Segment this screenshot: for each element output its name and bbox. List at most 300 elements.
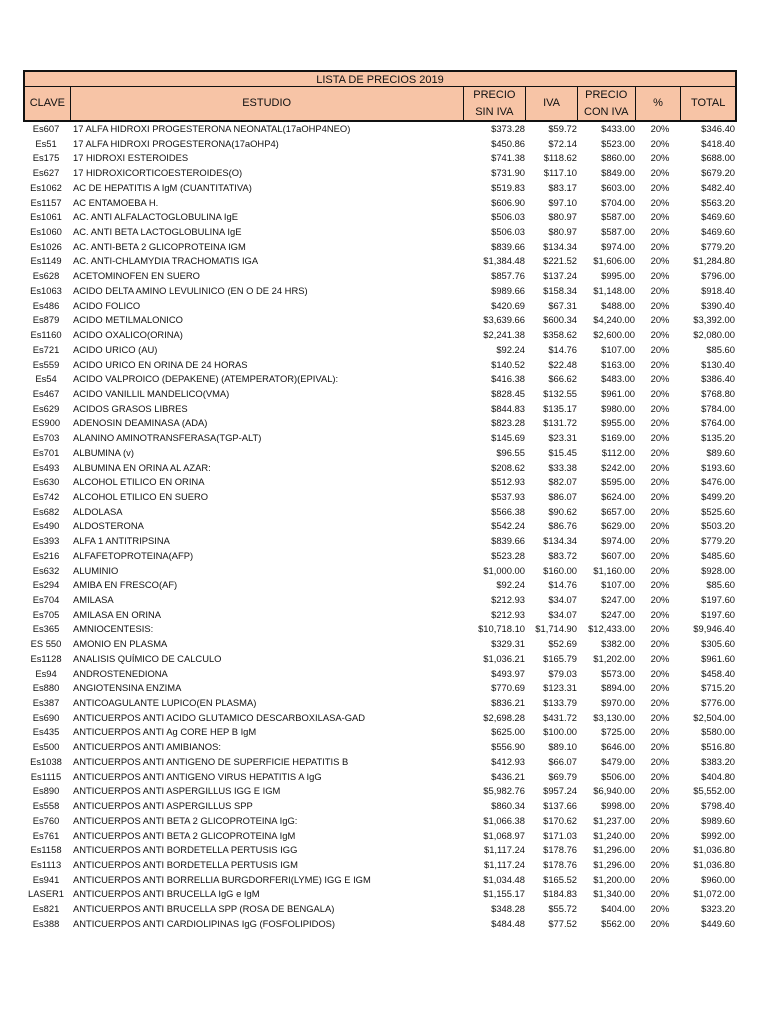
cell-precio-con-iva: $2,600.00 (593, 329, 635, 341)
cell-precio-sin-iva: $348.28 (491, 903, 525, 915)
cell-total: $1,072.00 (693, 888, 735, 900)
cell-precio-con-iva: $247.00 (601, 594, 635, 605)
cell-percent: 20% (650, 741, 670, 753)
cell-clave: ES 550 (30, 638, 62, 650)
cell-percent: 20% (650, 608, 670, 620)
cell-precio-con-iva: $860.00 (601, 152, 635, 164)
cell-total: $323.20 (701, 903, 735, 915)
cell-clave: Es94 (35, 667, 57, 679)
table-row (23, 240, 737, 255)
cell-estudio: ANTICUERPOS ANTI BRUCELLA SPP (ROSA DE BENGALA) (73, 903, 335, 915)
cell-clave: Es486 (32, 299, 60, 311)
cell-estudio: ALDOSTERONA (73, 520, 144, 532)
cell-clave: Es628 (32, 270, 60, 282)
cell-clave: Es1128 (30, 652, 62, 664)
cell-precio-con-iva: $1,148.00 (593, 284, 635, 296)
cell-total: $796.00 (701, 270, 735, 282)
cell-total: $346.40 (701, 123, 735, 134)
cell-precio-con-iva: $970.00 (601, 697, 635, 709)
header-estudio: ESTUDIO (71, 87, 464, 120)
cell-percent: 20% (650, 461, 670, 473)
cell-precio-con-iva: $242.00 (601, 461, 635, 473)
cell-estudio: AMIBA EN FRESCO(AF) (73, 579, 178, 591)
cell-total: $503.20 (701, 520, 735, 532)
cell-percent: 20% (650, 800, 670, 812)
cell-percent: 20% (650, 594, 670, 605)
cell-percent: 20% (650, 873, 670, 885)
cell-total: $1,036.80 (693, 858, 735, 870)
cell-clave: Es629 (32, 402, 60, 414)
cell-total: $960.00 (701, 873, 735, 885)
cell-iva: $160.00 (543, 564, 577, 576)
cell-percent: 20% (650, 417, 670, 429)
cell-iva: $34.07 (548, 608, 577, 620)
table-row (23, 225, 737, 240)
cell-clave: Es941 (32, 873, 60, 885)
cell-precio-sin-iva: $329.31 (491, 638, 525, 650)
cell-precio-sin-iva: $1,068.97 (483, 829, 525, 841)
cell-iva: $123.31 (543, 682, 577, 694)
cell-clave: Es1063 (30, 284, 62, 296)
cell-iva: $82.07 (548, 476, 577, 488)
cell-iva: $957.24 (543, 785, 577, 797)
cell-estudio: ALBUMINA EN ORINA AL AZAR: (73, 461, 211, 473)
cell-precio-sin-iva: $140.52 (491, 358, 525, 370)
cell-iva: $15.45 (548, 446, 577, 458)
cell-precio-sin-iva: $844.83 (491, 402, 525, 414)
cell-precio-sin-iva: $523.28 (491, 549, 525, 561)
cell-total: $525.60 (701, 505, 735, 517)
table-row (23, 637, 737, 652)
cell-precio-con-iva: $974.00 (601, 535, 635, 547)
cell-iva: $165.79 (543, 652, 577, 664)
cell-precio-con-iva: $107.00 (601, 343, 635, 355)
cell-clave: Es705 (32, 608, 60, 620)
cell-iva: $135.17 (543, 402, 577, 414)
cell-iva: $431.72 (543, 711, 577, 723)
table-row (23, 446, 737, 461)
table-row (23, 770, 737, 785)
cell-precio-con-iva: $404.00 (601, 903, 635, 915)
cell-total: $89.60 (706, 446, 735, 458)
cell-percent: 20% (650, 181, 670, 193)
cell-precio-sin-iva: $1,117.24 (483, 844, 525, 856)
cell-total: $197.60 (701, 594, 735, 605)
cell-estudio: ALFAFETOPROTEINA(AFP) (73, 549, 194, 561)
cell-total: $715.20 (701, 682, 735, 694)
table-row (23, 402, 737, 417)
cell-precio-sin-iva: $3,639.66 (483, 314, 525, 326)
cell-estudio: ACIDO OXALICO(ORINA) (73, 329, 183, 341)
cell-percent: 20% (650, 343, 670, 355)
cell-iva: $137.66 (543, 800, 577, 812)
cell-clave: Es703 (32, 432, 60, 444)
cell-estudio: ALANINO AMINOTRANSFERASA(TGP-ALT) (73, 432, 262, 444)
cell-total: $764.00 (701, 417, 735, 429)
cell-precio-sin-iva: $839.66 (491, 535, 525, 547)
table-row (23, 755, 737, 770)
cell-clave: Es435 (32, 726, 60, 738)
cell-precio-sin-iva: $519.83 (491, 181, 525, 193)
cell-iva: $90.62 (548, 505, 577, 517)
cell-total: $482.40 (701, 181, 735, 193)
cell-precio-con-iva: $587.00 (601, 226, 635, 238)
cell-iva: $131.72 (543, 417, 577, 429)
cell-clave: Es890 (32, 785, 60, 797)
cell-iva: $184.83 (543, 888, 577, 900)
cell-clave: Es682 (32, 505, 60, 517)
cell-precio-con-iva: $998.00 (601, 800, 635, 812)
cell-precio-sin-iva: $731.90 (491, 167, 525, 179)
cell-precio-con-iva: $725.00 (601, 726, 635, 738)
cell-estudio: ANTICUERPOS ANTI ASPERGILLUS SPP (73, 800, 253, 812)
cell-estudio: ACIDO VANILLIL MANDELICO(VMA) (73, 387, 230, 399)
cell-percent: 20% (650, 402, 670, 414)
table-row (23, 622, 737, 637)
cell-iva: $69.79 (548, 770, 577, 782)
cell-percent: 20% (650, 535, 670, 547)
cell-total: $5,552.00 (693, 785, 735, 797)
table-row (23, 814, 737, 829)
cell-percent: 20% (650, 697, 670, 709)
header-percent: % (636, 87, 682, 120)
cell-estudio: ANTICUERPOS ANTI AMIBIANOS: (73, 741, 221, 753)
cell-precio-con-iva: $562.00 (601, 917, 635, 929)
cell-total: $928.00 (701, 564, 735, 576)
header-precio-con-iva: PRECIO CON IVA (578, 87, 636, 120)
cell-precio-sin-iva: $860.34 (491, 800, 525, 812)
header-clave: CLAVE (25, 87, 71, 120)
table-row (23, 519, 737, 534)
price-list-table (23, 70, 737, 932)
cell-precio-con-iva: $894.00 (601, 682, 635, 694)
cell-total: $418.40 (701, 137, 735, 149)
cell-estudio: AC. ANTI-CHLAMYDIA TRACHOMATIS IGA (73, 255, 259, 267)
cell-precio-sin-iva: $857.76 (491, 270, 525, 282)
table-row (23, 313, 737, 328)
cell-estudio: 17 ALFA HIDROXI PROGESTERONA NEONATAL(17aOHP4NEO) (73, 123, 351, 134)
cell-precio-con-iva: $629.00 (601, 520, 635, 532)
cell-clave: Es216 (32, 549, 60, 561)
cell-total: $499.20 (701, 490, 735, 502)
table-row (23, 608, 737, 623)
cell-precio-con-iva: $506.00 (601, 770, 635, 782)
table-row (23, 711, 737, 726)
cell-total: $516.80 (701, 741, 735, 753)
cell-clave: Es880 (32, 682, 60, 694)
cell-iva: $178.76 (543, 858, 577, 870)
table-row (23, 534, 737, 549)
cell-clave: Es294 (32, 579, 60, 591)
cell-iva: $89.10 (548, 741, 577, 753)
cell-precio-sin-iva: $606.90 (491, 196, 525, 208)
cell-precio-con-iva: $646.00 (601, 741, 635, 753)
cell-total: $135.20 (701, 432, 735, 444)
cell-clave: Es607 (32, 123, 60, 134)
cell-precio-con-iva: $1,200.00 (593, 873, 635, 885)
table-row (23, 740, 737, 755)
cell-total: $305.60 (701, 638, 735, 650)
cell-clave: Es701 (32, 446, 60, 458)
cell-iva: $170.62 (543, 814, 577, 826)
cell-clave: Es558 (32, 800, 60, 812)
table-row (23, 299, 737, 314)
cell-iva: $86.07 (548, 490, 577, 502)
cell-estudio: ALCOHOL ETILICO EN ORINA (73, 476, 205, 488)
cell-iva: $118.62 (543, 152, 577, 164)
table-row (23, 122, 737, 137)
cell-precio-sin-iva: $208.62 (491, 461, 525, 473)
cell-precio-sin-iva: $1,384.48 (483, 255, 525, 267)
cell-estudio: AC. ANTI BETA LACTOGLOBULINA IgE (73, 226, 242, 238)
cell-precio-sin-iva: $212.93 (491, 594, 525, 605)
cell-precio-con-iva: $704.00 (601, 196, 635, 208)
cell-estudio: ANDROSTENEDIONA (73, 667, 168, 679)
cell-clave: Es1061 (30, 211, 62, 223)
table-row (23, 210, 737, 225)
cell-clave: Es51 (35, 137, 57, 149)
table-row (23, 696, 737, 711)
cell-precio-sin-iva: $537.93 (491, 490, 525, 502)
cell-iva: $358.62 (543, 329, 577, 341)
cell-total: $2,080.00 (693, 329, 735, 341)
cell-percent: 20% (650, 373, 670, 385)
cell-estudio: ACIDO VALPROICO (DEPAKENE) (ATEMPERATOR)(EPIVAL): (73, 373, 339, 385)
table-row (23, 181, 737, 196)
cell-total: $197.60 (701, 608, 735, 620)
cell-precio-con-iva: $433.00 (601, 123, 635, 134)
cell-precio-sin-iva: $1,034.48 (483, 873, 525, 885)
cell-percent: 20% (650, 667, 670, 679)
cell-precio-sin-iva: $506.03 (491, 226, 525, 238)
cell-iva: $66.62 (548, 373, 577, 385)
cell-iva: $14.76 (548, 579, 577, 591)
cell-iva: $117.10 (543, 167, 577, 179)
table-row (23, 431, 737, 446)
cell-iva: $79.03 (548, 667, 577, 679)
cell-clave: Es761 (32, 829, 60, 841)
cell-total: $390.40 (701, 299, 735, 311)
cell-estudio: ACIDO DELTA AMINO LEVULINICO (EN O DE 24 HRS) (73, 284, 308, 296)
table-row (23, 784, 737, 799)
cell-precio-sin-iva: $1,036.21 (483, 652, 525, 664)
cell-clave: Es632 (32, 564, 60, 576)
table-row (23, 829, 737, 844)
cell-precio-sin-iva: $2,241.38 (483, 329, 525, 341)
cell-iva: $165.52 (543, 873, 577, 885)
cell-percent: 20% (650, 196, 670, 208)
cell-precio-con-iva: $657.00 (601, 505, 635, 517)
cell-percent: 20% (650, 358, 670, 370)
table-row (23, 887, 737, 902)
cell-iva: $80.97 (548, 211, 577, 223)
cell-precio-con-iva: $169.00 (601, 432, 635, 444)
cell-percent: 20% (650, 814, 670, 826)
cell-estudio: ANTICUERPOS ANTI ANTIGENO VIRUS HEPATITIS A IgG (73, 770, 322, 782)
cell-precio-sin-iva: $770.69 (491, 682, 525, 694)
table-row (23, 358, 737, 373)
cell-precio-sin-iva: $373.28 (491, 123, 525, 134)
cell-estudio: AC. ANTI-BETA 2 GLICOPROTEINA IGM (73, 240, 246, 252)
cell-percent: 20% (650, 888, 670, 900)
cell-precio-con-iva: $1,240.00 (593, 829, 635, 841)
cell-percent: 20% (650, 652, 670, 664)
cell-iva: $137.24 (543, 270, 577, 282)
cell-precio-con-iva: $247.00 (601, 608, 635, 620)
cell-total: $798.40 (701, 800, 735, 812)
cell-estudio: ANTICUERPOS ANTI BORRELLIA BURGDORFERI(LYME) IGG E IGM (73, 873, 371, 885)
cell-estudio: 17 ALFA HIDROXI PROGESTERONA(17aOHP4) (73, 137, 279, 149)
cell-precio-sin-iva: $96.55 (496, 446, 525, 458)
cell-precio-con-iva: $1,202.00 (593, 652, 635, 664)
cell-estudio: 17 HIDROXICORTICOESTEROIDES(O) (73, 167, 243, 179)
table-row (23, 343, 737, 358)
cell-estudio: ACIDO URICO EN ORINA DE 24 HORAS (73, 358, 248, 370)
cell-estudio: AMONIO EN PLASMA (73, 638, 168, 650)
cell-percent: 20% (650, 152, 670, 164)
cell-clave: Es1157 (30, 196, 62, 208)
cell-clave: Es1062 (30, 181, 62, 193)
table-row (23, 799, 737, 814)
cell-percent: 20% (650, 549, 670, 561)
cell-precio-con-iva: $1,296.00 (593, 858, 635, 870)
table-row (23, 681, 737, 696)
cell-clave: Es630 (32, 476, 60, 488)
cell-precio-con-iva: $483.00 (601, 373, 635, 385)
cell-iva: $72.14 (548, 137, 577, 149)
cell-precio-sin-iva: $484.48 (491, 917, 525, 929)
cell-estudio: ACIDO URICO (AU) (73, 343, 158, 355)
cell-clave: Es1060 (30, 226, 62, 238)
cell-percent: 20% (650, 299, 670, 311)
cell-clave: Es54 (35, 373, 57, 385)
cell-clave: Es175 (32, 152, 60, 164)
cell-total: $476.00 (701, 476, 735, 488)
cell-percent: 20% (650, 579, 670, 591)
cell-precio-con-iva: $607.00 (601, 549, 635, 561)
table-row (23, 196, 737, 211)
cell-precio-sin-iva: $512.93 (491, 476, 525, 488)
cell-estudio: ALUMINIO (73, 564, 119, 576)
cell-precio-con-iva: $849.00 (601, 167, 635, 179)
cell-total: $85.60 (706, 343, 735, 355)
table-row (23, 505, 737, 520)
cell-percent: 20% (650, 726, 670, 738)
table-title: LISTA DE PRECIOS 2019 (23, 70, 737, 87)
cell-precio-sin-iva: $1,155.17 (483, 888, 525, 900)
table-row (23, 328, 737, 343)
cell-estudio: ANTICUERPOS ANTI BRUCELLA IgG e IgM (73, 888, 260, 900)
cell-estudio: 17 HIDROXI ESTEROIDES (73, 152, 189, 164)
cell-precio-sin-iva: $836.21 (491, 697, 525, 709)
cell-precio-con-iva: $163.00 (601, 358, 635, 370)
cell-precio-sin-iva: $420.69 (491, 299, 525, 311)
cell-percent: 20% (650, 623, 670, 635)
cell-clave: Es388 (32, 917, 60, 929)
cell-estudio: ANTICUERPOS ANTI Ag CORE HEP B IgM (73, 726, 257, 738)
cell-estudio: ALBUMINA (v) (73, 446, 134, 458)
cell-estudio: ANTICOAGULANTE LUPICO(EN PLASMA) (73, 697, 257, 709)
cell-iva: $34.07 (548, 594, 577, 605)
cell-estudio: ANALISIS QUÍMICO DE CALCULO (73, 652, 222, 664)
cell-percent: 20% (650, 785, 670, 797)
cell-percent: 20% (650, 123, 670, 134)
cell-estudio: ACIDOS GRASOS LIBRES (73, 402, 188, 414)
table-row (23, 873, 737, 888)
cell-clave: Es490 (32, 520, 60, 532)
cell-total: $458.40 (701, 667, 735, 679)
cell-iva: $23.31 (548, 432, 577, 444)
cell-total: $779.20 (701, 240, 735, 252)
cell-precio-con-iva: $1,160.00 (593, 564, 635, 576)
cell-percent: 20% (650, 284, 670, 296)
cell-precio-sin-iva: $542.24 (491, 520, 525, 532)
cell-percent: 20% (650, 711, 670, 723)
cell-iva: $67.31 (548, 299, 577, 311)
cell-precio-sin-iva: $566.38 (491, 505, 525, 517)
cell-percent: 20% (650, 505, 670, 517)
cell-estudio: AMNIOCENTESIS: (73, 623, 154, 635)
cell-total: $2,504.00 (693, 711, 735, 723)
cell-total: $193.60 (701, 461, 735, 473)
cell-precio-con-iva: $4,240.00 (593, 314, 635, 326)
cell-clave: Es690 (32, 711, 60, 723)
cell-precio-con-iva: $1,340.00 (593, 888, 635, 900)
cell-total: $779.20 (701, 535, 735, 547)
cell-clave: Es365 (32, 623, 60, 635)
table-row (23, 667, 737, 682)
cell-estudio: ALDOLASA (73, 505, 123, 517)
cell-estudio: ADENOSIN DEAMINASA (ADA) (73, 417, 208, 429)
cell-precio-con-iva: $1,606.00 (593, 255, 635, 267)
cell-precio-con-iva: $523.00 (601, 137, 635, 149)
cell-precio-con-iva: $961.00 (601, 387, 635, 399)
cell-clave: LASER1 (28, 888, 64, 900)
table-row (23, 652, 737, 667)
table-row (23, 416, 737, 431)
cell-precio-sin-iva: $556.90 (491, 741, 525, 753)
cell-precio-con-iva: $488.00 (601, 299, 635, 311)
cell-iva: $14.76 (548, 343, 577, 355)
table-body (23, 122, 737, 932)
cell-total: $386.40 (701, 373, 735, 385)
cell-estudio: ANTICUERPOS ANTI BETA 2 GLICOPROTEINA IgM (73, 829, 296, 841)
cell-percent: 20% (650, 638, 670, 650)
cell-total: $961.60 (701, 652, 735, 664)
cell-estudio: AC. ANTI ALFALACTOGLOBULINA IgE (73, 211, 238, 223)
cell-precio-sin-iva: $823.28 (491, 417, 525, 429)
cell-clave: Es559 (32, 358, 60, 370)
cell-precio-sin-iva: $450.86 (491, 137, 525, 149)
cell-iva: $221.52 (543, 255, 577, 267)
cell-precio-sin-iva: $2,698.28 (483, 711, 525, 723)
cell-clave: Es1149 (30, 255, 62, 267)
cell-estudio: AMILASA (73, 594, 114, 605)
cell-precio-sin-iva: $5,982.76 (483, 785, 525, 797)
cell-estudio: ANTICUERPOS ANTI ASPERGILLUS IGG E IGM (73, 785, 281, 797)
table-row (23, 151, 737, 166)
cell-percent: 20% (650, 270, 670, 282)
header-precio-sin-iva: PRECIO SIN IVA (464, 87, 527, 120)
table-row (23, 137, 737, 152)
cell-clave: Es1115 (30, 770, 62, 782)
cell-clave: Es467 (32, 387, 60, 399)
cell-precio-con-iva: $107.00 (601, 579, 635, 591)
cell-precio-con-iva: $479.00 (601, 755, 635, 767)
cell-precio-sin-iva: $493.97 (491, 667, 525, 679)
cell-precio-sin-iva: $416.38 (491, 373, 525, 385)
cell-total: $469.60 (701, 211, 735, 223)
